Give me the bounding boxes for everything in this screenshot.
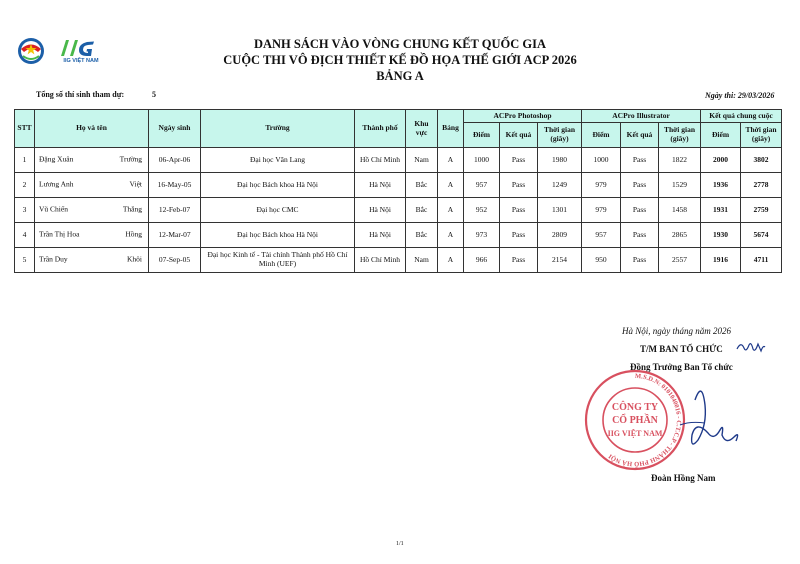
title-line-2: CUỘC THI VÔ ĐỊCH THIẾT KẾ ĐỒ HỌA THẾ GIỚI ACP 2026 bbox=[223, 53, 577, 67]
cell-city: Hà Nội bbox=[355, 198, 406, 223]
cell-stt: 2 bbox=[15, 173, 35, 198]
given-name: Trường bbox=[119, 154, 142, 164]
header-region: Khu vực bbox=[406, 110, 438, 148]
cell-stt: 5 bbox=[15, 248, 35, 273]
header-dob: Ngày sinh bbox=[149, 110, 201, 148]
cell-dob: 12-Mar-07 bbox=[149, 223, 201, 248]
cell-stt: 4 bbox=[15, 223, 35, 248]
cell-group: A bbox=[438, 223, 464, 248]
cell-final-time: 3802 bbox=[741, 148, 782, 173]
cell-ai-result: Pass bbox=[621, 198, 659, 223]
header-final: Kết quả chung cuộc bbox=[701, 110, 782, 123]
cell-final-time: 4711 bbox=[741, 248, 782, 273]
header-name: Họ và tên bbox=[35, 110, 149, 148]
table-row bbox=[15, 148, 782, 173]
cell-final-time: 2759 bbox=[741, 198, 782, 223]
header-school: Trường bbox=[201, 110, 355, 148]
place-date: Hà Nội, ngày tháng năm 2026 bbox=[622, 326, 731, 336]
role: Đồng Trưởng Ban Tổ chức bbox=[630, 362, 733, 372]
header-ai-score: Điểm bbox=[582, 123, 621, 148]
svg-text:IIG VIỆT NAM: IIG VIỆT NAM bbox=[607, 429, 663, 438]
signer-name: Đoàn Hồng Nam bbox=[651, 473, 716, 483]
cell-school: Đại học Kinh tế - Tài chính Thành phố Hồ Chí Minh (UEF) bbox=[201, 248, 355, 273]
cell-ai-result: Pass bbox=[621, 148, 659, 173]
cell-ps-result: Pass bbox=[500, 198, 538, 223]
cell-ps-result: Pass bbox=[500, 148, 538, 173]
header-ai-result: Kết quả bbox=[621, 123, 659, 148]
table-row bbox=[15, 198, 782, 223]
cell-name bbox=[35, 248, 149, 273]
cell-ps-result: Pass bbox=[500, 223, 538, 248]
cell-final-score: 1916 bbox=[701, 248, 741, 273]
cell-ps-score: 966 bbox=[464, 248, 500, 273]
initials-signature bbox=[735, 339, 767, 355]
header-ps-result: Kết quả bbox=[500, 123, 538, 148]
cell-group: A bbox=[438, 173, 464, 198]
family-name: Vũ Chiến bbox=[39, 204, 68, 214]
total-value: 5 bbox=[152, 90, 156, 99]
given-name: Hồng bbox=[125, 229, 142, 239]
cell-city: Hồ Chí Minh bbox=[355, 248, 406, 273]
header-photoshop: ACPro Photoshop bbox=[464, 110, 582, 123]
cell-ai-time: 1822 bbox=[659, 148, 701, 173]
cell-name bbox=[35, 223, 149, 248]
candidates-table bbox=[14, 109, 782, 273]
cell-ai-score: 1000 bbox=[582, 148, 621, 173]
cell-school: Đại học Bách khoa Hà Nội bbox=[201, 223, 355, 248]
main-signature bbox=[650, 375, 745, 465]
given-name: Việt bbox=[129, 179, 142, 189]
given-name: Khôi bbox=[127, 254, 142, 264]
exam-date: Ngày thi: 29/03/2026 bbox=[705, 91, 775, 100]
header-city: Thành phố bbox=[355, 110, 406, 148]
cell-region: Bắc bbox=[406, 223, 438, 248]
cell-ps-score: 957 bbox=[464, 173, 500, 198]
header-illustrator: ACPro Illustrator bbox=[582, 110, 701, 123]
cell-final-time: 2778 bbox=[741, 173, 782, 198]
cell-ps-time: 1249 bbox=[538, 173, 582, 198]
table-row bbox=[15, 223, 782, 248]
header-ai-time: Thời gian (giây) bbox=[659, 123, 701, 148]
org-line: T/M BAN TỔ CHỨC bbox=[640, 344, 723, 354]
cell-ps-score: 973 bbox=[464, 223, 500, 248]
cell-name bbox=[35, 148, 149, 173]
cell-name bbox=[35, 198, 149, 223]
cell-group: A bbox=[438, 248, 464, 273]
cell-final-score: 1936 bbox=[701, 173, 741, 198]
cell-ai-score: 950 bbox=[582, 248, 621, 273]
header-ps-score: Điểm bbox=[464, 123, 500, 148]
cell-dob: 07-Sep-05 bbox=[149, 248, 201, 273]
header-final-time: Thời gian (giây) bbox=[741, 123, 782, 148]
cell-ps-time: 1301 bbox=[538, 198, 582, 223]
family-name: Đặng Xuân bbox=[39, 154, 74, 164]
cell-region: Nam bbox=[406, 148, 438, 173]
cell-ps-time: 1980 bbox=[538, 148, 582, 173]
cell-ai-score: 979 bbox=[582, 198, 621, 223]
cell-dob: 12-Feb-07 bbox=[149, 198, 201, 223]
cell-ai-score: 979 bbox=[582, 173, 621, 198]
cell-ps-result: Pass bbox=[500, 248, 538, 273]
title-line-1: DANH SÁCH VÀO VÒNG CHUNG KẾT QUỐC GIA bbox=[253, 37, 547, 51]
header-group: Bảng bbox=[438, 110, 464, 148]
svg-text:CỔ PHẦN: CỔ PHẦN bbox=[612, 415, 658, 426]
cell-final-score: 1931 bbox=[701, 198, 741, 223]
svg-text:M.S.D.N: 0101040016 - C.T.C.P: M.S.D.N: 0101040016 - C.T.C.P - THÀNH PHỐ HÀ NỘI bbox=[607, 372, 683, 468]
cell-city: Hà Nội bbox=[355, 223, 406, 248]
family-name: Trần Thị Hoa bbox=[39, 229, 80, 239]
title-line-3: BẢNG A bbox=[376, 69, 424, 83]
cell-ai-time: 1529 bbox=[659, 173, 701, 198]
cell-ai-result: Pass bbox=[621, 248, 659, 273]
cell-region: Nam bbox=[406, 248, 438, 273]
header-stt: STT bbox=[15, 110, 35, 148]
page-number: 1/1 bbox=[396, 541, 404, 547]
cell-final-score: 2000 bbox=[701, 148, 741, 173]
table-row bbox=[15, 173, 782, 198]
cell-school: Đại học Bách khoa Hà Nội bbox=[201, 173, 355, 198]
table-row bbox=[15, 248, 782, 273]
cell-school: Đại học CMC bbox=[201, 198, 355, 223]
cell-dob: 16-May-05 bbox=[149, 173, 201, 198]
cell-ps-score: 952 bbox=[464, 198, 500, 223]
header-final-score: Điểm bbox=[701, 123, 741, 148]
cell-group: A bbox=[438, 198, 464, 223]
cell-ai-result: Pass bbox=[621, 173, 659, 198]
cell-final-score: 1930 bbox=[701, 223, 741, 248]
cell-ps-time: 2154 bbox=[538, 248, 582, 273]
cell-dob: 06-Apr-06 bbox=[149, 148, 201, 173]
cell-ai-time: 1458 bbox=[659, 198, 701, 223]
cell-group: A bbox=[438, 148, 464, 173]
svg-text:CÔNG TY: CÔNG TY bbox=[611, 402, 659, 413]
cell-ai-result: Pass bbox=[621, 223, 659, 248]
cell-city: Hà Nội bbox=[355, 173, 406, 198]
cell-final-time: 5674 bbox=[741, 223, 782, 248]
given-name: Thắng bbox=[122, 204, 142, 214]
cell-ai-time: 2557 bbox=[659, 248, 701, 273]
family-name: Trần Duy bbox=[39, 254, 68, 264]
cell-ps-result: Pass bbox=[500, 173, 538, 198]
cell-region: Bắc bbox=[406, 173, 438, 198]
cell-stt: 1 bbox=[15, 148, 35, 173]
cell-ai-time: 2865 bbox=[659, 223, 701, 248]
cell-ai-score: 957 bbox=[582, 223, 621, 248]
cell-school: Đại học Văn Lang bbox=[201, 148, 355, 173]
family-name: Lương Anh bbox=[39, 179, 74, 189]
iig-logo-text: IIG VIỆT NAM bbox=[63, 58, 99, 64]
cell-region: Bắc bbox=[406, 198, 438, 223]
total-label: Tổng số thí sinh tham dự: bbox=[36, 90, 125, 99]
cell-city: Hồ Chí Minh bbox=[355, 148, 406, 173]
cell-stt: 3 bbox=[15, 198, 35, 223]
cell-ps-time: 2809 bbox=[538, 223, 582, 248]
cell-name bbox=[35, 173, 149, 198]
header-ps-time: Thời gian (giây) bbox=[538, 123, 582, 148]
cell-ps-score: 1000 bbox=[464, 148, 500, 173]
